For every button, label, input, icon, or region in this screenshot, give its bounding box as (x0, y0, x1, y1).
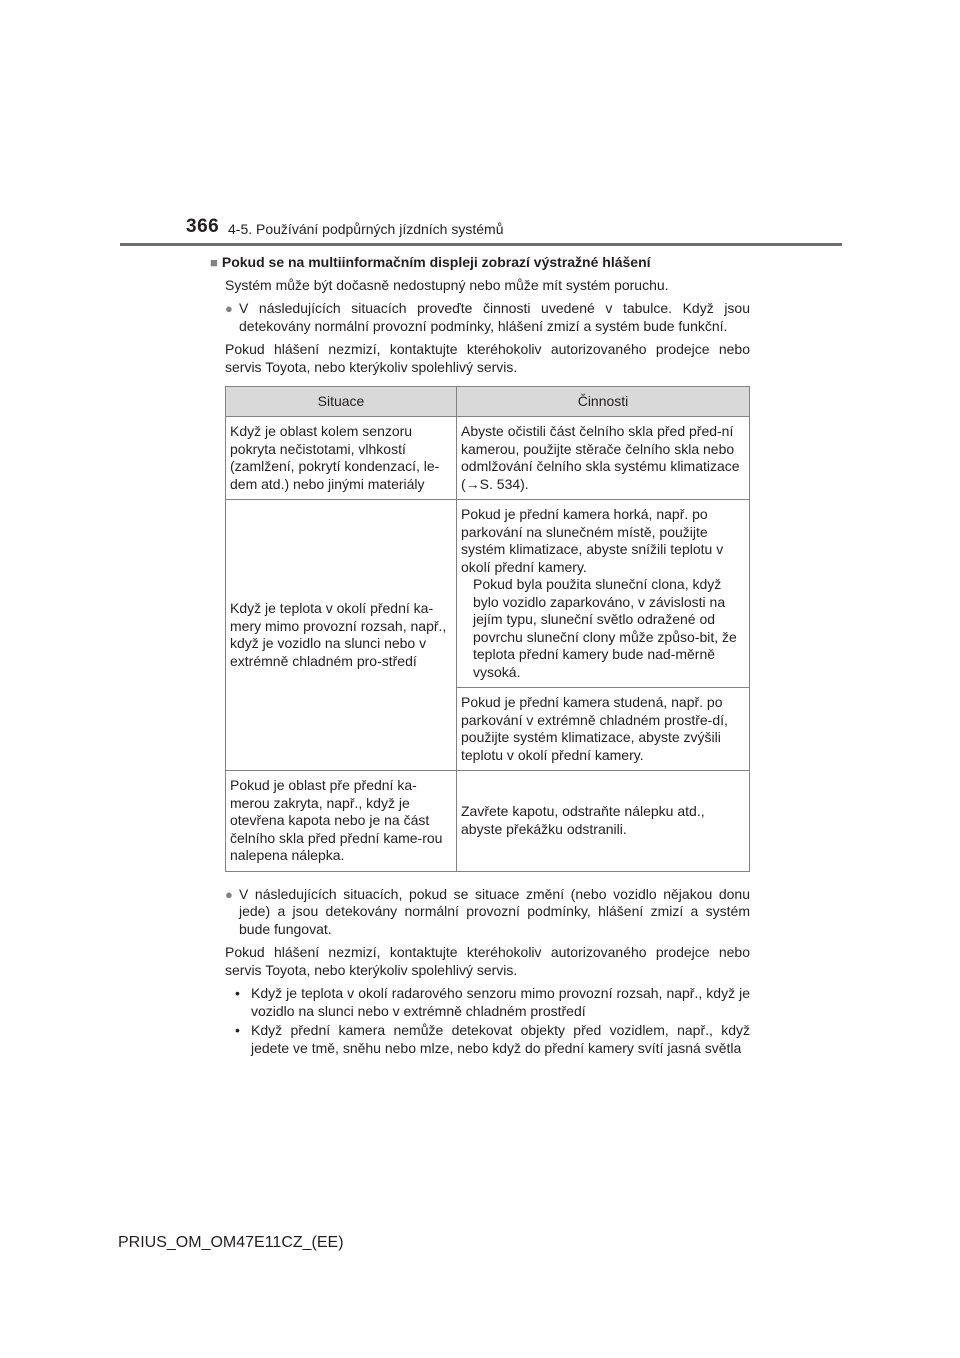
situation-cell: Když je teplota v okolí přední ka-mery mimo provozní rozsah, např., když je vozidlo na slunci nebo v extrémně chladném pro-středí (226, 500, 457, 771)
situation-cell: Pokud je oblast pře přední ka-merou zakryta, např., když je otevřena kapota nebo je na část čelního skla před přední kame-rou nalepena nálepka. (226, 771, 457, 872)
dot-bullet-icon: • (235, 985, 240, 1001)
bullet-text: V následujících situacích proveďte činnosti uvedené v tabulce. Když jsou detekovány normální provozní podmínky, hlášení zmizí a systém bude funkční. (239, 300, 750, 334)
bullet-item (225, 886, 750, 939)
contact-text: Pokud hlášení nezmizí, kontaktujte kteréhokoliv autorizovaného prodejce nebo servis Toyota, nebo kterýkoliv spolehlivý servis. (225, 944, 750, 978)
table-header-row (226, 387, 750, 417)
list-item-text: Když je teplota v okolí radarového senzoru mimo provozní rozsah, např., když je vozidlo na slunci nebo v extrémně chladném prostředí (251, 985, 750, 1019)
section-heading-text: Pokud se na multiinformačním displeji zobrazí výstražné hlášení (221, 254, 651, 270)
table-row (226, 500, 750, 688)
header-situation: Situace (226, 387, 457, 417)
bullet-text: V následujících situacích, pokud se situace změní (nebo vozidlo nějakou donu jede) a jsou detekovány normální provozní podmínky, hlášení zmizí a systém bude fungovat. (239, 885, 750, 937)
bullet-item (225, 300, 750, 335)
action-cell (457, 500, 750, 688)
square-bullet-icon: ■ (210, 255, 218, 270)
header-rule (120, 243, 842, 246)
list-item-text: Když přední kamera nemůže detekovat objekty před vozidlem, např., když jedete ve tmě, sněhu nebo mlze, nebo když do přední kamery svítí jasná světla (251, 1022, 750, 1056)
contact-text: Pokud hlášení nezmizí, kontaktujte kteréhokoliv autorizovaného prodejce nebo servis Toyota, nebo kterýkoliv spolehlivý servis. (225, 341, 750, 375)
action-cell: Pokud je přední kamera studená, např. po parkování v extrémně chladném prostře-dí, použijte systém klimatizace, abyste zvýšili teplotu v okolí přední kamery. (457, 688, 750, 771)
document-id: PRIUS_OM_OM47E11CZ_(EE) (118, 1234, 344, 1251)
action-cell: Zavřete kapotu, odstraňte nálepku atd., abyste překážku odstranili. (457, 771, 750, 872)
page-content (210, 254, 750, 1059)
circle-bullet-icon: ● (225, 301, 233, 316)
circle-bullet-icon: ● (225, 886, 233, 902)
header-actions: Činnosti (457, 387, 750, 417)
page-number: 366 (186, 216, 220, 237)
table-row (226, 771, 750, 872)
situation-cell: Když je oblast kolem senzoru pokryta nečistotami, vlhkostí (zamlžení, pokrytí kondenzací, le-dem atd.) nebo jinými materiály (226, 417, 457, 500)
list-item (235, 1022, 750, 1057)
list-item (235, 985, 750, 1020)
action-note: Pokud byla použita sluneční clona, když bylo vozidlo zaparkováno, v závislosti na jejím typu, sluneční světlo odražené od povrchu sluneční clony může způso-bit, že teplota přední kamery bude nad-měrně vysoká. (473, 576, 737, 680)
dot-bullet-icon: • (235, 1022, 240, 1038)
section-heading (210, 254, 750, 272)
table-row (226, 417, 750, 500)
intro-text: Systém může být dočasně nedostupný nebo může mít systém poruchu. (225, 276, 669, 293)
chapter-title: 4-5. Používání podpůrných jízdních systémů (228, 221, 504, 237)
action-text: Pokud je přední kamera horká, např. po parkování na slunečném místě, použijte systém klimatizace, abyste snížili teplotu v okolí přední kamery. (461, 506, 724, 575)
actions-table (225, 386, 750, 872)
action-cell: Abyste očistili část čelního skla před před-ní kamerou, použijte stěrače čelního skla nebo odmlžování čelního skla systému klimatizace (→S. 534). (457, 417, 750, 500)
